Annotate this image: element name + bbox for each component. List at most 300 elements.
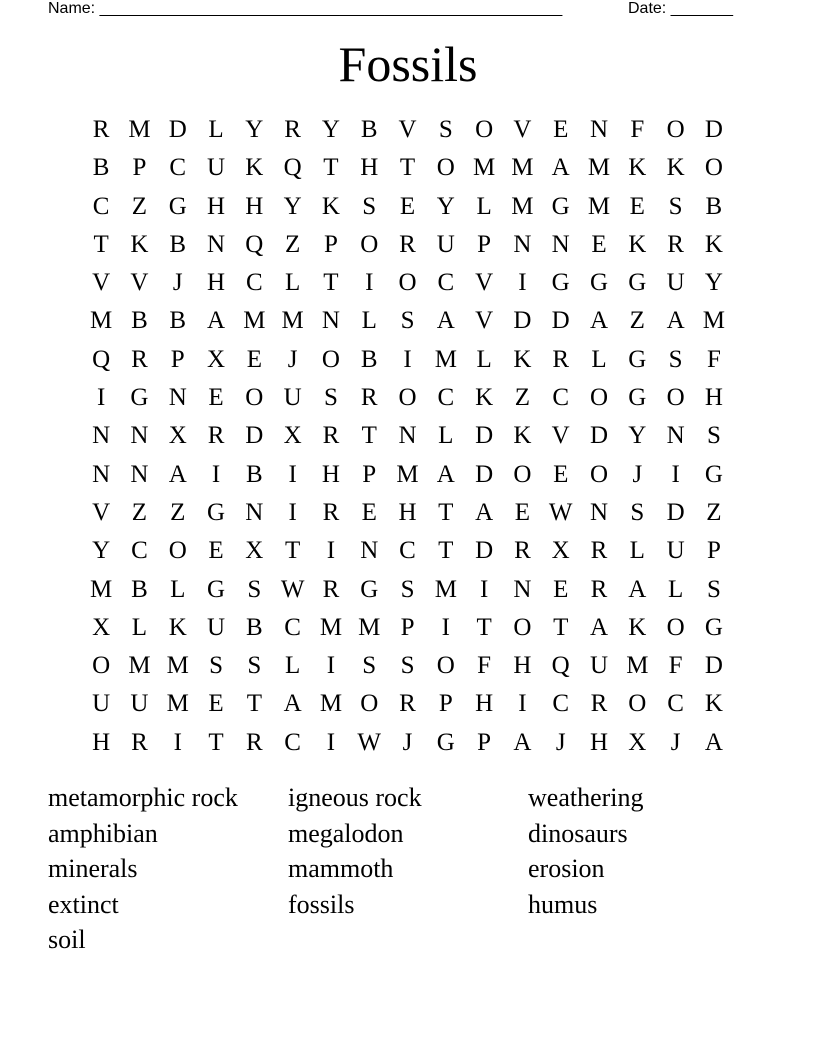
grid-letter: D	[704, 116, 723, 143]
grid-letter: W	[357, 728, 382, 756]
grid-letter: A	[168, 460, 187, 488]
grid-letter: P	[477, 728, 492, 756]
grid-letter: A	[589, 613, 609, 641]
word-list-item: amphibian	[48, 818, 158, 848]
grid-letter: Z	[514, 384, 531, 412]
grid-letter: U	[666, 269, 685, 297]
grid-letter: A	[589, 307, 609, 335]
grid-letter: J	[402, 728, 413, 756]
grid-letter: Z	[131, 498, 148, 526]
grid-letter: Z	[284, 230, 301, 258]
grid-letter: G	[207, 498, 226, 526]
grid-letter: G	[360, 575, 379, 603]
grid-letter: K	[130, 230, 149, 258]
word-list-item: mammoth	[288, 854, 394, 883]
grid-letter: K	[168, 613, 187, 641]
grid-letter: M	[90, 575, 113, 603]
grid-letter: E	[629, 192, 645, 220]
grid-letter: F	[668, 652, 683, 680]
grid-letter: B	[245, 613, 263, 641]
grid-letter: S	[706, 575, 721, 603]
grid-letter: A	[513, 728, 532, 756]
grid-letter: F	[477, 652, 492, 680]
grid-letter: T	[476, 613, 492, 641]
grid-letter: Y	[704, 269, 723, 297]
grid-letter: M	[434, 345, 457, 373]
grid-letter: O	[436, 652, 455, 680]
grid-letter: T	[246, 690, 262, 718]
grid-letter: X	[207, 345, 226, 373]
grid-letter: D	[589, 422, 609, 450]
grid-letter: E	[553, 575, 569, 603]
grid-letter: C	[169, 154, 187, 182]
grid-letter: O	[666, 384, 685, 412]
grid-letter: T	[284, 537, 301, 565]
grid-letter: L	[208, 116, 224, 143]
grid-letter: G	[589, 269, 609, 297]
name-field-label: Name: ____________________________________________________	[48, 0, 563, 17]
grid-letter: C	[245, 269, 263, 297]
grid-letter: M	[166, 690, 189, 718]
grid-letter: A	[436, 460, 455, 488]
grid-letter: M	[319, 690, 343, 718]
grid-letter: S	[400, 575, 415, 603]
grid-letter: V	[130, 269, 149, 297]
grid-letter: O	[628, 690, 647, 718]
grid-letter: L	[131, 613, 148, 641]
grid-letter: N	[245, 498, 264, 526]
grid-letter: C	[437, 384, 455, 412]
grid-letter: E	[208, 537, 224, 565]
grid-letter: E	[553, 460, 569, 488]
grid-letter: J	[172, 269, 183, 297]
grid-letter: C	[552, 690, 570, 718]
grid-letter: B	[131, 307, 148, 335]
grid-letter: Z	[629, 307, 645, 335]
grid-letter: B	[169, 307, 187, 335]
grid-letter: I	[518, 269, 527, 297]
grid-letter: L	[476, 192, 492, 220]
grid-letter: L	[284, 652, 301, 680]
grid-letter: S	[438, 116, 453, 143]
grid-letter: B	[245, 460, 263, 488]
word-list-item: dinosaurs	[528, 818, 628, 848]
grid-letter: O	[666, 116, 685, 143]
grid-letter: L	[629, 537, 645, 565]
grid-letter: P	[706, 537, 721, 565]
grid-letter: M	[166, 652, 189, 680]
grid-letter: T	[208, 728, 224, 756]
grid-letter: I	[288, 498, 297, 526]
grid-letter: J	[670, 728, 681, 756]
grid-letter: I	[441, 613, 450, 641]
grid-letter: Z	[706, 498, 722, 526]
grid-letter: O	[360, 230, 379, 258]
grid-letter: I	[671, 460, 680, 488]
word-list-item: megalodon	[288, 818, 404, 848]
grid-letter: V	[92, 498, 111, 526]
grid-letter: O	[704, 154, 723, 182]
grid-letter: A	[283, 690, 302, 718]
grid-letter: H	[207, 269, 226, 297]
grid-letter: O	[589, 384, 609, 412]
grid-letter: J	[555, 728, 566, 756]
grid-letter: N	[398, 422, 417, 450]
grid-letter: G	[551, 192, 570, 220]
grid-letter: C	[284, 728, 301, 756]
grid-letter: A	[704, 728, 723, 756]
grid-letter: S	[668, 192, 683, 220]
grid-letter: R	[552, 345, 570, 373]
grid-letter: H	[321, 460, 340, 488]
grid-letter: S	[400, 652, 415, 680]
grid-letter: N	[589, 498, 609, 526]
grid-letter: H	[92, 728, 111, 756]
grid-letter: I	[479, 575, 489, 603]
grid-letter: E	[591, 230, 607, 258]
letter-grid	[82, 111, 733, 762]
grid-letter: Z	[131, 192, 148, 220]
grid-letter: E	[208, 690, 224, 718]
grid-letter: H	[475, 690, 494, 718]
grid-letter: L	[591, 345, 607, 373]
word-list	[48, 780, 728, 958]
grid-letter: R	[92, 116, 110, 143]
grid-letter: H	[360, 154, 379, 182]
grid-letter: D	[704, 652, 723, 680]
grid-letter: H	[513, 652, 532, 680]
grid-letter: R	[284, 116, 301, 143]
grid-letter: R	[207, 422, 225, 450]
grid-letter: U	[207, 154, 226, 182]
grid-letter: H	[207, 192, 226, 220]
grid-letter: Q	[551, 652, 570, 680]
grid-letter: Z	[170, 498, 186, 526]
grid-letter: M	[511, 192, 534, 220]
grid-letter: R	[590, 690, 608, 718]
grid-letter: M	[587, 192, 611, 220]
grid-letter: U	[283, 384, 302, 412]
grid-letter: O	[168, 537, 187, 565]
grid-letter: R	[590, 575, 608, 603]
grid-letter: D	[475, 537, 494, 565]
grid-letter: L	[476, 345, 492, 373]
grid-letter: N	[130, 422, 149, 450]
grid-letter: U	[130, 690, 149, 718]
word-list-item: minerals	[48, 854, 138, 883]
grid-letter: G	[168, 192, 187, 220]
grid-letter: S	[209, 652, 223, 680]
grid-letter: W	[280, 575, 305, 603]
grid-letter: T	[438, 498, 454, 526]
grid-letter: U	[436, 230, 455, 258]
grid-letter: N	[92, 422, 111, 450]
grid-letter: G	[704, 613, 723, 641]
grid-letter: I	[403, 345, 412, 373]
grid-letter: S	[706, 422, 721, 450]
grid-letter: L	[438, 422, 454, 450]
grid-letter: S	[323, 384, 338, 412]
grid-letter: A	[666, 307, 685, 335]
grid-letter: I	[96, 384, 106, 412]
grid-letter: Q	[283, 154, 302, 182]
grid-letter: M	[90, 307, 113, 335]
grid-letter: O	[666, 613, 685, 641]
grid-letter: A	[551, 154, 570, 182]
grid-letter: E	[246, 345, 262, 373]
grid-letter: V	[92, 269, 111, 297]
grid-letter: K	[666, 154, 685, 182]
grid-letter: C	[131, 537, 148, 565]
grid-letter: D	[475, 460, 494, 488]
grid-letter: B	[131, 575, 148, 603]
word-list-item: metamorphic rock	[48, 783, 238, 812]
grid-letter: C	[552, 384, 570, 412]
grid-letter: T	[553, 613, 569, 641]
grid-letter: M	[511, 154, 534, 182]
grid-letter: K	[513, 422, 532, 450]
grid-letter: K	[628, 230, 647, 258]
grid-letter: P	[438, 690, 453, 718]
grid-letter: K	[513, 345, 532, 373]
grid-letter: Y	[321, 116, 340, 143]
grid-letter: I	[211, 460, 221, 488]
word-list-item: igneous rock	[288, 783, 422, 812]
grid-letter: T	[93, 230, 109, 258]
grid-letter: O	[589, 460, 609, 488]
grid-letter: C	[284, 613, 301, 641]
grid-letter: M	[128, 116, 151, 143]
grid-letter: B	[360, 345, 378, 373]
grid-letter: X	[551, 537, 570, 565]
grid-letter: N	[360, 537, 379, 565]
grid-letter: X	[168, 422, 187, 450]
grid-letter: R	[667, 230, 684, 258]
grid-letter: G	[704, 460, 723, 488]
grid-letter: K	[628, 154, 647, 182]
grid-letter: P	[477, 230, 492, 258]
date-field-label: Date: _______	[628, 0, 733, 17]
grid-letter: C	[399, 537, 416, 565]
word-list-item: soil	[48, 925, 86, 954]
grid-letter: U	[589, 652, 609, 680]
grid-letter: M	[358, 613, 381, 641]
grid-letter: A	[628, 575, 647, 603]
grid-letter: U	[666, 537, 685, 565]
grid-letter: Y	[628, 422, 647, 450]
grid-letter: I	[326, 728, 336, 756]
grid-letter: G	[628, 384, 647, 412]
grid-letter: P	[400, 613, 415, 641]
grid-letter: V	[513, 116, 532, 143]
grid-letter: O	[321, 345, 340, 373]
grid-letter: L	[170, 575, 186, 603]
grid-letter: N	[168, 384, 187, 412]
grid-letter: B	[705, 192, 723, 220]
grid-letter: N	[513, 575, 532, 603]
grid-letter: I	[173, 728, 182, 756]
grid-letter: R	[399, 690, 416, 718]
grid-letter: A	[207, 307, 226, 335]
grid-letter: I	[288, 460, 297, 488]
grid-letter: P	[323, 230, 338, 258]
grid-letter: E	[399, 192, 416, 220]
grid-letter: L	[284, 269, 301, 297]
grid-letter: T	[438, 537, 454, 565]
grid-letter: I	[518, 690, 527, 718]
grid-letter: R	[131, 345, 148, 373]
grid-letter: C	[667, 690, 684, 718]
grid-letter: R	[399, 230, 416, 258]
grid-letter: B	[92, 154, 110, 182]
grid-letter: D	[245, 422, 264, 450]
grid-letter: B	[360, 116, 378, 143]
grid-letter: J	[287, 345, 298, 373]
grid-letter: H	[398, 498, 417, 526]
grid-letter: O	[398, 384, 417, 412]
grid-letter: Q	[92, 345, 111, 373]
grid-letter: H	[245, 192, 264, 220]
grid-letter: R	[131, 728, 148, 756]
grid-letter: C	[92, 192, 110, 220]
grid-letter: M	[473, 154, 496, 182]
grid-letter: N	[207, 230, 226, 258]
header-line	[48, 0, 740, 20]
grid-letter: A	[475, 498, 494, 526]
grid-letter: E	[208, 384, 224, 412]
grid-letter: O	[513, 460, 532, 488]
grid-letter: T	[361, 422, 377, 450]
grid-letter: E	[553, 116, 569, 143]
page-title: Fossils	[338, 36, 478, 92]
grid-letter: F	[630, 116, 645, 143]
grid-letter: N	[666, 422, 685, 450]
grid-letter: K	[475, 384, 494, 412]
grid-letter: O	[360, 690, 379, 718]
grid-letter: M	[434, 575, 457, 603]
grid-letter: D	[513, 307, 532, 335]
grid-letter: U	[207, 613, 226, 641]
grid-letter: I	[326, 652, 336, 680]
grid-letter: K	[628, 613, 647, 641]
grid-letter: S	[362, 192, 377, 220]
grid-letter: R	[360, 384, 378, 412]
grid-letter: O	[513, 613, 532, 641]
grid-letter: X	[245, 537, 264, 565]
grid-letter: G	[628, 269, 647, 297]
word-list-item: extinct	[48, 889, 119, 919]
grid-letter: P	[132, 154, 147, 182]
grid-letter: M	[587, 154, 611, 182]
grid-letter: Y	[245, 116, 264, 143]
grid-letter: R	[322, 422, 340, 450]
grid-letter: M	[702, 307, 726, 335]
grid-letter: S	[247, 652, 262, 680]
grid-letter: V	[398, 116, 417, 143]
grid-letter: V	[475, 269, 494, 297]
grid-letter: V	[475, 307, 494, 335]
grid-letter: E	[361, 498, 377, 526]
grid-letter: P	[362, 460, 377, 488]
grid-letter: L	[667, 575, 684, 603]
grid-letter: K	[245, 154, 264, 182]
grid-letter: I	[365, 269, 374, 297]
grid-letter: M	[128, 652, 151, 680]
grid-letter: S	[668, 345, 683, 373]
grid-letter: M	[281, 307, 304, 335]
grid-letter: T	[399, 154, 416, 182]
word-list-item: humus	[528, 889, 598, 919]
grid-letter: S	[247, 575, 262, 603]
grid-letter: Y	[436, 192, 455, 220]
grid-letter: O	[436, 154, 455, 182]
grid-letter: D	[168, 116, 187, 143]
grid-letter: V	[551, 422, 570, 450]
grid-letter: O	[475, 116, 494, 143]
grid-letter: X	[283, 422, 302, 450]
grid-letter: S	[400, 307, 415, 335]
grid-letter: O	[92, 652, 111, 680]
grid-letter: H	[589, 728, 609, 756]
grid-letter: P	[170, 345, 185, 373]
grid-letter: R	[322, 575, 340, 603]
grid-letter: B	[169, 230, 187, 258]
grid-letter: Q	[245, 230, 264, 258]
grid-letter: G	[551, 269, 570, 297]
grid-letter: R	[322, 498, 340, 526]
grid-letter: M	[243, 307, 266, 335]
grid-letter: G	[628, 345, 647, 373]
grid-letter: J	[632, 460, 643, 488]
grid-letter: O	[398, 269, 417, 297]
grid-letter: D	[551, 307, 570, 335]
grid-letter: M	[626, 652, 649, 680]
grid-letter: W	[548, 498, 573, 526]
grid-letter: R	[590, 537, 608, 565]
grid-letter: M	[396, 460, 419, 488]
grid-letter: K	[321, 192, 340, 220]
grid-letter: O	[245, 384, 264, 412]
word-list-item: fossils	[288, 889, 355, 919]
grid-letter: G	[130, 384, 149, 412]
grid-letter: S	[362, 652, 377, 680]
grid-letter: X	[92, 613, 111, 641]
grid-letter: H	[704, 384, 723, 412]
grid-letter: A	[436, 307, 455, 335]
grid-letter: N	[321, 307, 340, 335]
grid-letter: D	[666, 498, 685, 526]
grid-letter: E	[514, 498, 531, 526]
grid-letter: N	[92, 460, 111, 488]
grid-letter: R	[514, 537, 531, 565]
grid-letter: N	[513, 230, 532, 258]
grid-letter: T	[323, 269, 339, 297]
grid-letter: S	[630, 498, 645, 526]
grid-letter: N	[130, 460, 149, 488]
grid-letter: K	[704, 690, 723, 718]
grid-letter: G	[436, 728, 455, 756]
grid-letter: M	[319, 613, 343, 641]
grid-letter: F	[706, 345, 721, 373]
grid-letter: N	[551, 230, 570, 258]
grid-letter: U	[92, 690, 111, 718]
word-list-item: weathering	[528, 783, 644, 812]
grid-letter: T	[323, 154, 339, 182]
grid-letter: Y	[92, 537, 111, 565]
grid-letter: R	[245, 728, 263, 756]
grid-letter: Y	[283, 192, 302, 220]
grid-letter: X	[628, 728, 647, 756]
